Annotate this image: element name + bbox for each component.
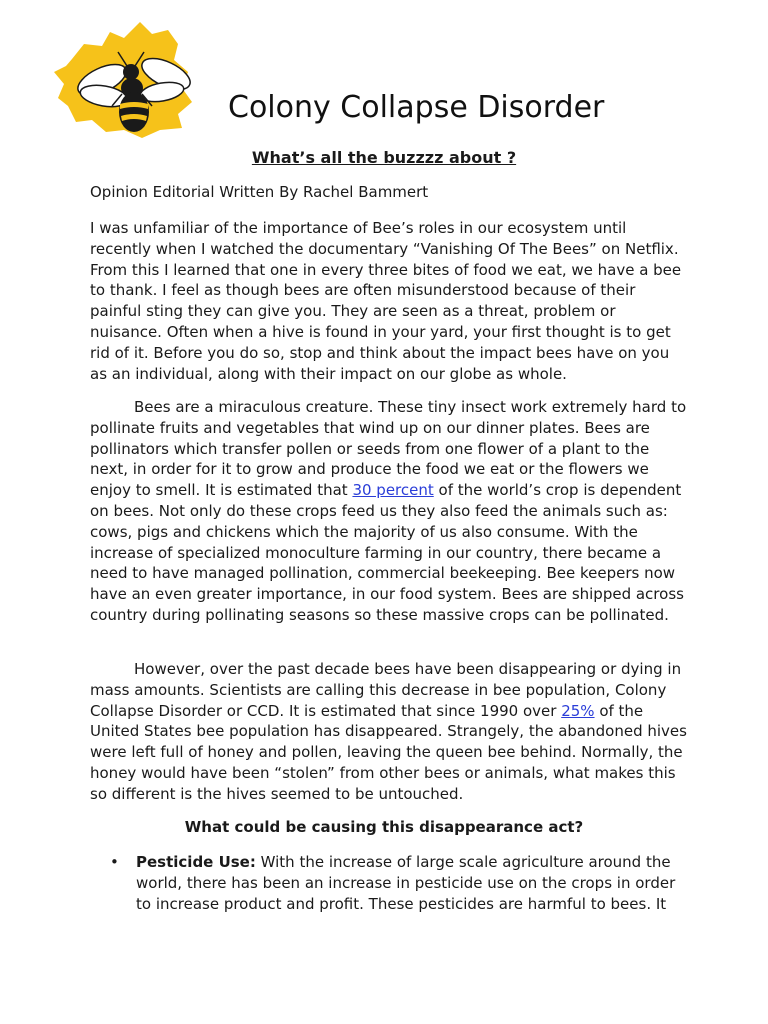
bullet-text: With the increase of large scale agriculture around the world, there has been an increase in pesticide use on the crops in order to increase product and profit. These pesticides are harmful to bees. It bbox=[136, 853, 676, 913]
paragraph-ccd bbox=[90, 659, 690, 805]
list-item bbox=[108, 852, 690, 914]
paragraph-text: Bees are a miraculous creature. These tiny insect work extremely hard to pollinate fruits and vegetables that wind up on our dinner plates. Bees are pollinators which transfer pollen or seeds from one flower of a plant to the next, in order for it to grow and produce the food we eat or the flowers we enjoy to smell. It is estimated that bbox=[90, 398, 687, 500]
bullet-term: Pesticide Use: bbox=[136, 853, 256, 871]
section-heading: What could be causing this disappearance act? bbox=[184, 818, 584, 836]
paragraph-pollination bbox=[90, 397, 690, 626]
paragraph-text: However, over the past decade bees have been disappearing or dying in mass amounts. Scientists are calling this decrease in bee population, Colony Collapse Disorder or CCD. It is estimated that since 1990 over bbox=[90, 660, 682, 720]
paragraph-text: of the world’s crop is dependent on bees. Not only do these crops feed us they also feed the animals such as: cows, pigs and chickens which the majority of us also consume. With the increase of specialized monoculture farming in our country, there became a need to have managed pollination, commercial beekeeping. Bee keepers now have an even greater importance, in our food system. Bees are shipped across country during pollinating seasons so these massive crops can be pollinated. bbox=[90, 481, 684, 624]
paragraph-text: of the United States bee population has disappeared. Strangely, the abandoned hives were left full of honey and pollen, leaving the queen bee behind. Normally, the honey would have been “stolen” from other bees or animals, what makes this so different is the hives seemed to be untouched. bbox=[90, 701, 687, 803]
paragraph-intro: I was unfamiliar of the importance of Bee’s roles in our ecosystem until recently when I watched the documentary “Vanishing Of The Bees” on Netflix. From this I learned that one in every three bites of food we eat, we have a bee to thank. I feel as though bees are often misunderstood because of their painful sting they can give you. They are seen as a threat, problem or nuisance. Often when a hive is found in your yard, your first thought is to get rid of it. Before you do so, stop and think about the impact bees have on you as an individual, along with their impact on our globe as whole. bbox=[90, 219, 682, 383]
link-25-percent[interactable]: 25% bbox=[561, 701, 595, 720]
link-30-percent[interactable]: 30 percent bbox=[352, 481, 434, 500]
cause-list bbox=[108, 852, 690, 914]
bullet-icon: • bbox=[110, 853, 119, 871]
byline: Opinion Editorial Written By Rachel Bammert bbox=[90, 183, 429, 201]
page-subtitle: What’s all the buzzzz about ? bbox=[251, 148, 517, 167]
bee-logo-icon bbox=[32, 14, 222, 144]
bee-head-icon bbox=[123, 64, 139, 80]
page-title: Colony Collapse Disorder bbox=[228, 90, 605, 125]
